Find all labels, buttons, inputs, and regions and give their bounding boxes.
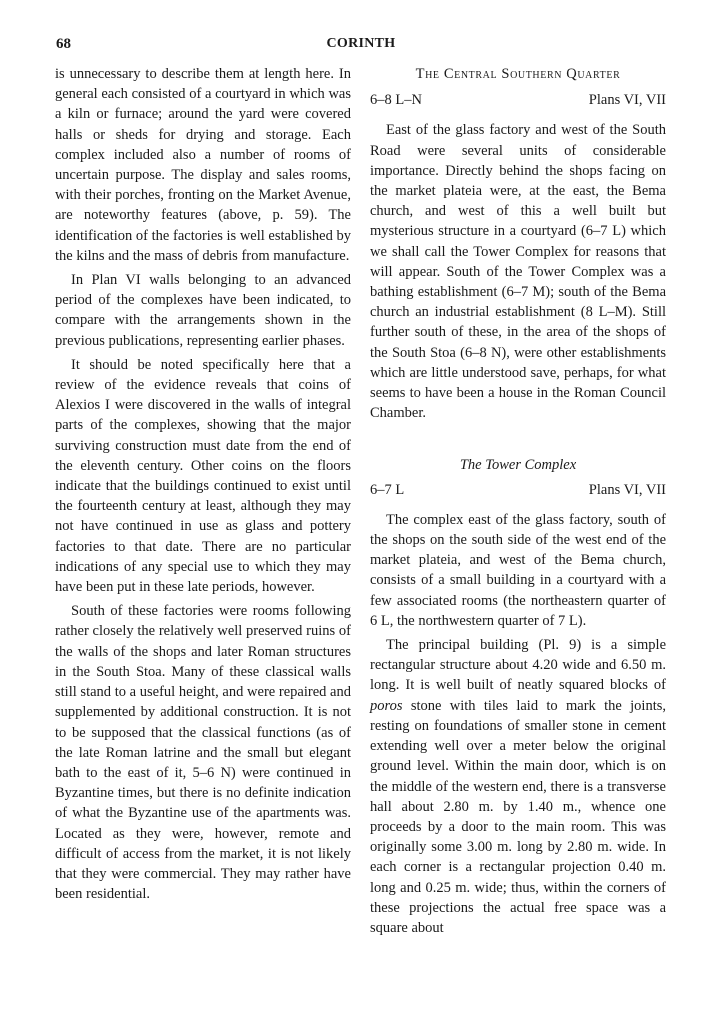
body-paragraph: South of these factories were rooms following rather closely the relatively well preserved ruins of the walls of the shops and later Roman structures in the South Stoa. Many of these classical walls still stand to a useful height, and were repaired and supplemented by additional construction. It is not to be supposed that the classical functions (as of the late Roman latrine and the small but elegant bath to the east of it, 5–6 N) were continued in Byzantine times, but there is no definite indication of what the Byzantine use of the apartments was. Located as they were, however, remote and difficult of access from the market, it is not likely that they were commercial. They may rather have been residential.	[55, 603, 351, 903]
section-grid-reference: 6–8 L–N	[370, 92, 422, 109]
subsection-plan-reference: Plans VI, VII	[588, 481, 666, 498]
right-column	[370, 64, 666, 938]
paragraph-text: stone with tiles laid to mark the joints, resting on foundations of smaller stone in cement extending well over a meter below the original ground level. Within the main door, which is on the middle of the western end, there is a transverse hall about 2.80 m. by 1.40 m., whence one proceeds by a door to the main room. This was originally some 3.00 m. long by 2.80 m. wide. In each corner is a rectangular projection 0.40 m. long and 0.25 m. wide; thus, within the corners of these projections the actual free space was a square about	[370, 697, 666, 936]
left-column	[55, 64, 351, 904]
body-paragraph: It should be noted specifically here that a review of the evidence reveals that coins of Alexios I were discovered in the walls of integral parts of the complexes, showing that the major surviving construction must date from the end of the eleventh century. Other coins on the floors indicate that the buildings continued to exist until the fourteenth century at least, although they may not have continued in use as glass and pottery factories to that date. There are no particular indications of any special use to which they may have been put in these late periods, however.	[55, 356, 351, 596]
paragraph-text: The principal building (Pl. 9) is a simple rectangular structure about 4.20 wide and 6.50 m. long. It is well built of neatly squared blocks of	[370, 637, 666, 694]
page-number: 68	[56, 36, 71, 52]
page-header	[56, 36, 666, 56]
body-paragraph: is unnecessary to describe them at length here. In general each consisted of a courtyard in which was a kiln or furnace; around the yard were covered halls or sheds for drying and storage. Each complex included also a number of rooms of uncertain purpose. The display and sales rooms, with their porches, fronting on the Market Avenue, are noteworthy features (above, p. 59). The identification of the factories is well established by the kilns and the mass of debris from manufacture.	[55, 66, 351, 264]
body-paragraph: East of the glass factory and west of the South Road were several units of considerable importance. Directly behind the shops facing on the market plateia were, at the east, the Bema church, and west of this a well built but mysterious structure in a courtyard (6–7 L) which we shall call the Tower Complex for reasons that will appear. South of the Tower Complex was a bathing establishment (6–7 M); south of the Bema church an industrial establishment (8 L–M). Still further south of these, in the area of the shops of the South Stoa (6–8 N), were other establishments which are little understood save, perhaps, for what seems to have been a house in the Roman Council Chamber.	[370, 122, 666, 422]
running-head: CORINTH	[326, 36, 396, 51]
subsection-reference-line	[370, 480, 666, 500]
section-plan-reference: Plans VI, VII	[588, 92, 666, 109]
section-reference-line	[370, 90, 666, 110]
subsection-heading: The Tower Complex	[459, 457, 577, 474]
body-paragraph: The complex east of the glass factory, south of the shops on the south side of the west end of the market plateia, and west of the Bema church, consists of a small building in a courtyard with a few associated rooms (the northeastern quarter of 6 L, the northwestern quarter of 7 L).	[370, 511, 666, 629]
section-heading: The Central Southern Quarter	[415, 66, 621, 82]
italic-term: poros	[370, 697, 403, 714]
subsection-grid-reference: 6–7 L	[370, 481, 405, 498]
body-paragraph	[370, 635, 666, 938]
body-paragraph: In Plan VI walls belonging to an advanced period of the complexes have been indicated, to compare with the arrangements shown in the previous publications, representing earlier phases.	[55, 272, 351, 349]
